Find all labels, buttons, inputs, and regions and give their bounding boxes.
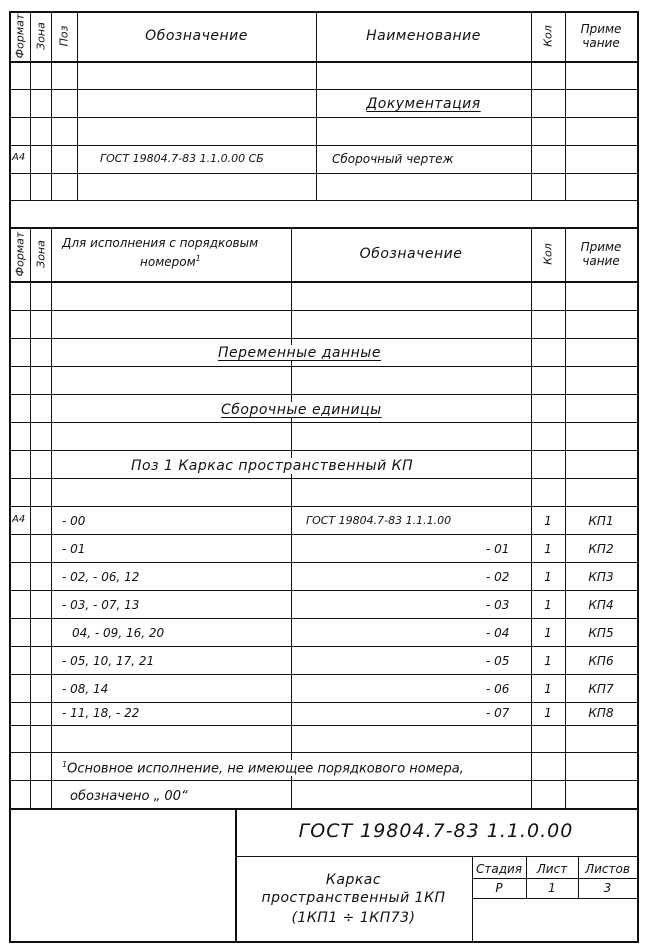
stage-label: Стадия: [475, 862, 523, 876]
sheets-value: 3: [603, 881, 612, 895]
footnote-mark: 1: [62, 760, 68, 769]
format-header: Формат: [13, 13, 27, 59]
row-execution: - 11, 18, - 22: [62, 706, 140, 720]
row-designation: - 04: [486, 626, 510, 640]
row-note: КП8: [588, 706, 614, 720]
row-note: КП5: [588, 626, 614, 640]
sheets-label: Листов: [585, 862, 630, 876]
row-qty: 1: [544, 626, 552, 640]
row-designation: - 01: [486, 542, 510, 556]
note-header-line1: Приме: [580, 22, 622, 36]
row-note: КП6: [588, 654, 614, 668]
doc-row-designation: ГОСТ 19804.7-83 1.1.0.00 СБ: [100, 152, 264, 165]
row-designation: ГОСТ 19804.7-83 1.1.1.00: [306, 514, 452, 527]
row-qty: 1: [544, 570, 552, 584]
row-execution: - 01: [62, 542, 86, 556]
sheet-value: 1: [548, 881, 556, 895]
row-qty: 1: [544, 542, 552, 556]
row-note: КП4: [588, 598, 614, 612]
row-note: КП7: [588, 682, 614, 696]
row-note: КП3: [588, 570, 614, 584]
row-note: КП2: [588, 542, 614, 556]
doc-row-name: Сборочный чертеж: [332, 152, 454, 166]
sheet-label: Лист: [536, 862, 568, 876]
row-designation: - 02: [486, 570, 510, 584]
footnote-text-line1: Основное исполнение, не имеющее порядкового номера,: [67, 761, 464, 777]
row-designation: - 05: [486, 654, 510, 668]
product-name-line1: Каркас: [325, 872, 382, 888]
variant-note-header-line1: Приме: [580, 240, 622, 254]
row-execution: - 08, 14: [62, 682, 109, 696]
note-header-line2: чание: [582, 36, 620, 50]
doc-row-format: А4: [12, 152, 26, 163]
name-header: Наименование: [366, 28, 481, 44]
variant-designation-header: Обозначение: [359, 246, 463, 262]
row-qty: 1: [544, 706, 552, 720]
variant-note-header-line2: чание: [582, 254, 620, 268]
designation-header: Обозначение: [145, 28, 248, 44]
variant-qty-header: Кол: [541, 243, 555, 265]
section-variable-data: Переменные данные: [215, 345, 384, 361]
row-execution: - 05, 10, 17, 21: [62, 654, 155, 668]
variant-zone-header: Зона: [34, 240, 48, 268]
row-designation: - 07: [486, 706, 510, 720]
row-qty: 1: [544, 514, 552, 528]
pos-header: Поз: [57, 25, 71, 47]
footnote-line2: обозначено „ 00“: [70, 789, 192, 804]
row-designation: - 06: [486, 682, 510, 696]
position-title: Поз 1 Каркас пространственный КП: [128, 458, 416, 474]
zone-header: Зона: [34, 22, 48, 50]
product-name-line2: пространственный 1КП: [261, 890, 446, 906]
section-documentation: Документация: [366, 96, 481, 112]
execution-header-line1: Для исполнения с порядковым: [62, 236, 259, 250]
product-name-line3: (1КП1 ÷ 1КП73): [291, 910, 416, 926]
qty-header: Кол: [541, 25, 555, 47]
row-execution: 04, - 09, 16, 20: [72, 626, 165, 640]
row-execution: - 03, - 07, 13: [62, 598, 140, 612]
document-designation: ГОСТ 19804.7-83 1.1.0.00: [298, 820, 574, 842]
variant-format-header: Формат: [13, 231, 27, 277]
row-designation: - 03: [486, 598, 510, 612]
section-assemblies: Сборочные единицы: [218, 402, 385, 418]
row-qty: 1: [544, 682, 552, 696]
footnote-line1: [62, 760, 468, 776]
row-qty: 1: [544, 654, 552, 668]
footnote-reference: 1: [195, 254, 201, 263]
execution-header: [62, 236, 258, 270]
variant-note-header: [565, 240, 637, 268]
stage-value: Р: [495, 881, 503, 895]
row-execution: - 00: [62, 514, 86, 528]
row-qty: 1: [544, 598, 552, 612]
execution-header-line2: номером: [140, 255, 196, 269]
note-header: [565, 22, 637, 50]
row-execution: - 02, - 06, 12: [62, 570, 140, 584]
row-note: КП1: [588, 514, 614, 528]
row-format: А4: [12, 514, 26, 525]
